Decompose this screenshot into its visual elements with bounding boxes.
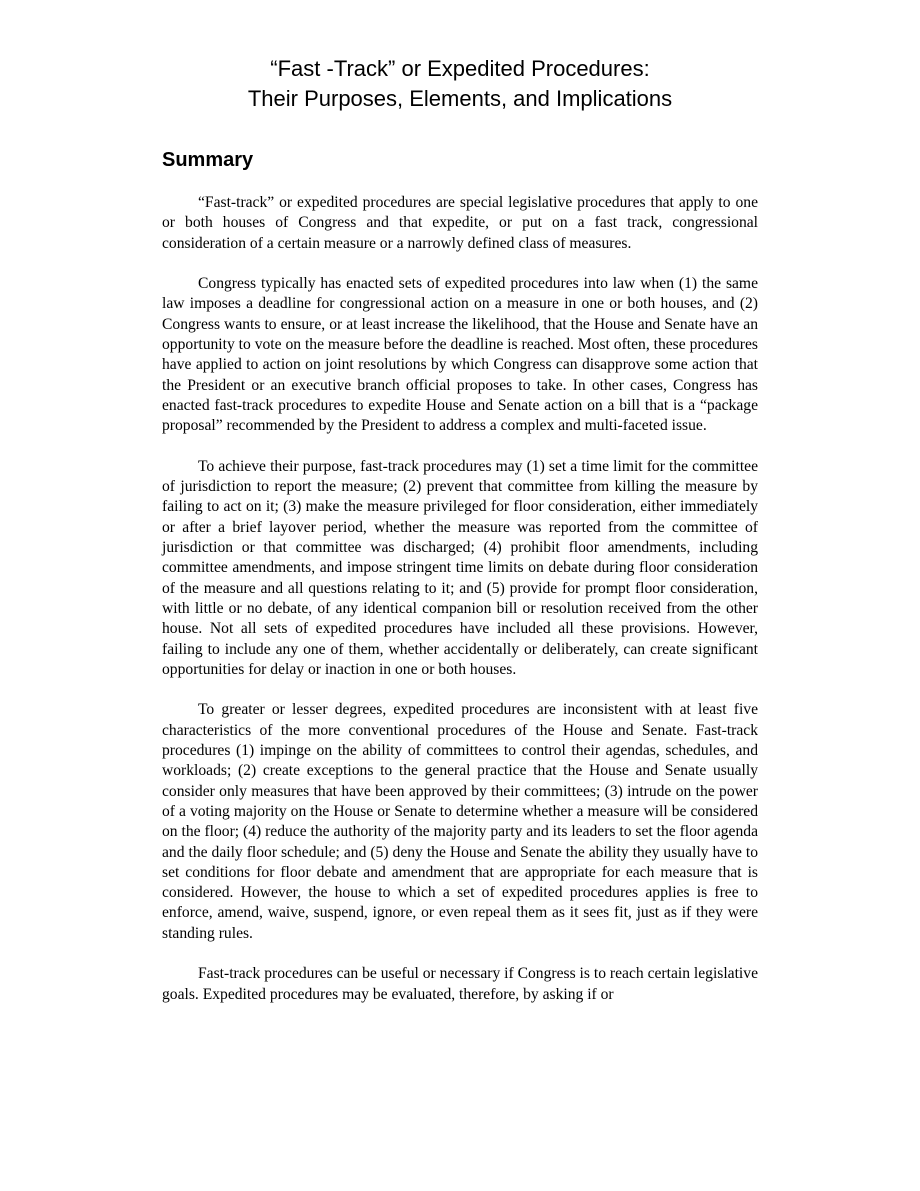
paragraph-1: “Fast-track” or expedited procedures are special legislative procedures that apply to one or both houses of Congress and that expedite, or put on a fast track, congressional consideration of a certain measure or a narrowly defined class of measures. (162, 194, 758, 252)
title-line-2: Their Purposes, Elements, and Implications (247, 86, 673, 111)
paragraph-3: To achieve their purpose, fast-track procedures may (1) set a time limit for the committee of jurisdiction to report the measure; (2) prevent that committee from killing the measure by failing to act on it; (3) make the measure privileged for floor consideration, either immediately or after a brief layover period, whether the measure was reported from the committee of jurisdiction or that committee was discharged; (4) prohibit floor amendments, including committee amendments, and impose stringent time limits on debate during floor consideration of the measure and all questions relating to it; and (5) provide for prompt floor consideration, with little or no debate, of any identical companion bill or resolution received from the other house. Not all sets of expedited procedures have included all these provisions. However, failing to include any one of them, whether accidentally or deliberately, can create significant opportunities for delay or inaction in one or both houses. (162, 457, 758, 678)
paragraph-2: Congress typically has enacted sets of expedited procedures into law when (1) the same law imposes a deadline for congressional action on a measure in one or both houses, and (2) Congress wants to ensure, or at least increase the likelihood, that the House and Senate have an opportunity to vote on the measure before the deadline is reached. Most often, these procedures have applied to action on joint resolutions by which Congress can disapprove some action that the President or an executive branch official proposes to take. In other cases, Congress has enacted fast-track procedures to expedite House and Senate action on a bill that is a “package proposal” recommended by the President to address a complex and multi-faceted issue. (162, 275, 758, 435)
document-title (0, 54, 920, 114)
summary-heading: Summary (162, 149, 254, 171)
title-line-1: “Fast -Track” or Expedited Procedures: (270, 56, 650, 81)
paragraph-5: Fast-track procedures can be useful or necessary if Congress is to reach certain legislative goals. Expedited procedures may be evaluated, therefore, by asking if or (162, 965, 758, 1003)
paragraph-4: To greater or lesser degrees, expedited procedures are inconsistent with at least five characteristics of the more conventional procedures of the House and Senate. Fast-track procedures (1) impinge on the ability of committees to control their agendas, schedules, and workloads; (2) create exceptions to the general practice that the House and Senate usually consider only measures that have been approved by their committees; (3) intrude on the power of a voting majority on the House or Senate to determine whether a measure will be considered on the floor; (4) reduce the authority of the majority party and its leaders to set the floor agenda and the daily floor schedule; and (5) deny the House and Senate the ability they usually have to set conditions for floor debate and amendment that are appropriate for each measure that is considered. However, the house to which a set of expedited procedures applies is free to enforce, amend, waive, suspend, ignore, or even repeal them as it sees fit, just as if they were standing rules. (162, 701, 758, 942)
summary-body (162, 193, 758, 1025)
